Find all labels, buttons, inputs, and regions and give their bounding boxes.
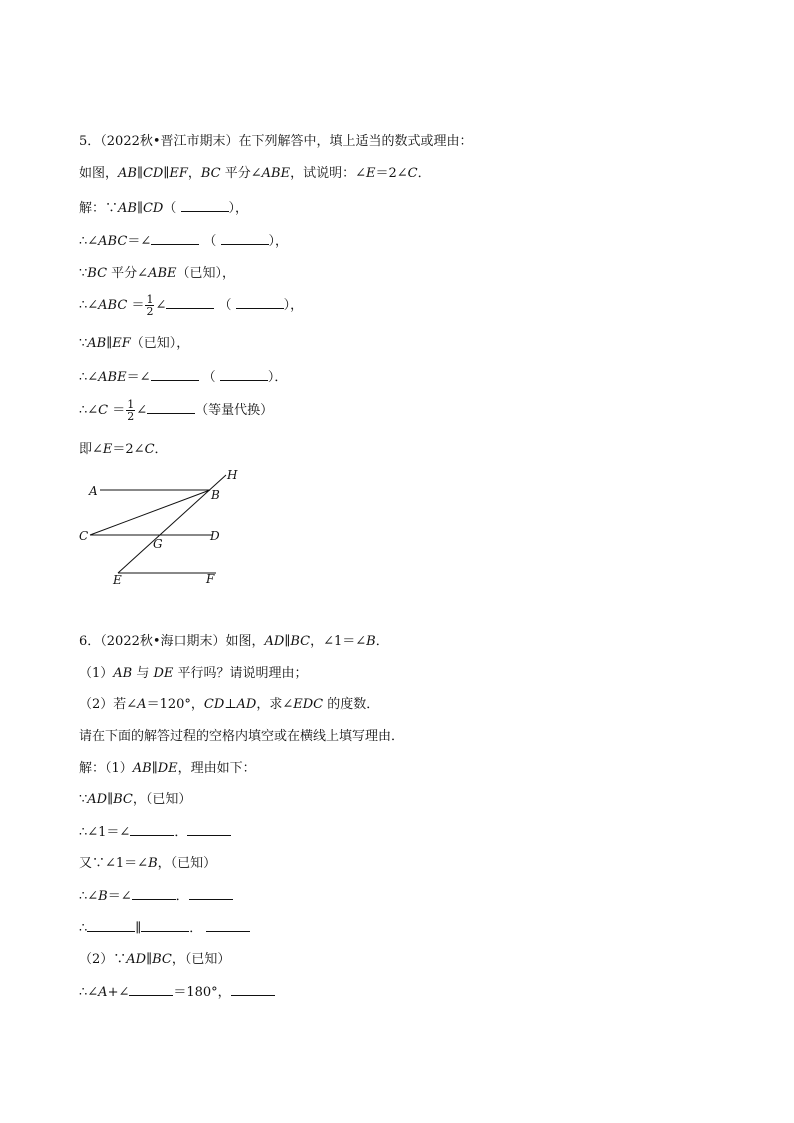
text: （1）	[79, 666, 114, 681]
text: （	[202, 370, 216, 385]
math: E	[366, 166, 376, 181]
q6-solution-7	[79, 951, 230, 969]
answer-blank[interactable]	[151, 368, 199, 381]
text: （等量代换）	[195, 403, 274, 418]
text: ∴∠1＝∠	[79, 825, 131, 840]
reason-blank[interactable]	[206, 919, 250, 932]
math: C	[407, 166, 418, 181]
text: ∴∠	[79, 298, 99, 313]
text: （	[203, 234, 217, 249]
math: B	[366, 634, 376, 649]
answer-blank[interactable]	[221, 232, 269, 245]
q6-part-2	[79, 696, 379, 714]
math: ABE	[261, 166, 291, 181]
text: ，（已知）	[171, 952, 231, 967]
math: DE	[153, 666, 174, 681]
answer-blank[interactable]	[181, 199, 229, 212]
reason-blank[interactable]	[189, 887, 233, 900]
label-d: D	[210, 529, 220, 543]
text: 平行吗？请说明理由；	[173, 666, 308, 681]
text: ，（已知）	[157, 856, 217, 871]
text: ⊥	[224, 697, 237, 712]
math: AD∥BC	[126, 952, 172, 967]
text: ∵	[79, 336, 88, 351]
q6-header	[79, 633, 389, 651]
label-e: E	[113, 573, 122, 587]
fraction-half	[145, 294, 154, 317]
math: ABC	[98, 298, 128, 313]
text: 解：∵	[79, 201, 119, 216]
label-f: F	[206, 572, 215, 586]
answer-blank[interactable]	[166, 296, 214, 309]
math: A	[137, 697, 147, 712]
text: 解：（1）	[79, 761, 133, 776]
reason-blank[interactable]	[187, 823, 231, 836]
text: （	[218, 298, 232, 313]
text: ．	[375, 634, 389, 649]
math: AB∥CD∥EF	[118, 166, 188, 181]
text: ），	[283, 298, 304, 313]
q5-step-4	[79, 291, 303, 321]
q6-solution-4	[79, 855, 216, 873]
label-b: B	[211, 488, 220, 502]
text: ．	[154, 442, 168, 457]
text: 又∵∠1＝∠	[79, 856, 149, 871]
reason-blank[interactable]	[231, 983, 275, 996]
label-c: C	[79, 529, 89, 543]
math: CD	[203, 697, 225, 712]
math: AB	[113, 666, 133, 681]
line-cb	[90, 490, 210, 535]
answer-blank[interactable]	[129, 983, 173, 996]
text: ，（已知）	[132, 792, 192, 807]
text: ．	[417, 166, 431, 181]
label-h: H	[227, 468, 238, 482]
text: （已知），	[176, 266, 236, 281]
q5-step-1	[79, 199, 248, 218]
text: ，求∠	[256, 697, 294, 712]
q6-instruction	[79, 728, 404, 746]
q5-step-2	[79, 232, 288, 251]
text: ∠	[136, 403, 148, 418]
q6-solution-1	[79, 760, 256, 778]
q5-header-text: 5．（2022秋•晋江市期末）在下列解答中，填上适当的数式或理由：	[79, 134, 473, 149]
math: E	[102, 442, 113, 457]
text: ＝	[127, 298, 145, 313]
text: ∵	[79, 792, 88, 807]
text: ∴∠	[79, 889, 99, 904]
numerator: 1	[127, 398, 135, 411]
answer-blank[interactable]	[151, 232, 199, 245]
q5-conclusion	[79, 441, 168, 459]
text: ．	[189, 921, 203, 936]
math: AB∥CD	[118, 201, 164, 216]
text: ），	[228, 201, 249, 216]
q5-header	[79, 133, 473, 151]
text: 6．（2022秋•海口期末）如图，	[79, 634, 265, 649]
text: ．	[175, 889, 189, 904]
text: ∴∠	[79, 234, 99, 249]
answer-blank[interactable]	[87, 919, 135, 932]
text: 的度数．	[323, 697, 380, 712]
text: ＝180°，	[173, 985, 231, 1000]
math: ABE	[148, 266, 177, 281]
text: ＝∠	[107, 889, 132, 904]
math: B	[148, 856, 158, 871]
answer-blank[interactable]	[141, 919, 189, 932]
text: ∵	[79, 266, 88, 281]
text: 平分∠	[107, 266, 149, 281]
text: 与	[132, 666, 154, 681]
text: ）．	[267, 370, 288, 385]
text: ．	[174, 825, 188, 840]
denominator: 2	[146, 305, 154, 318]
text: ＝∠	[127, 234, 152, 249]
math: AD∥BC	[264, 634, 311, 649]
text: ），	[268, 234, 289, 249]
text: ＝	[108, 403, 126, 418]
text: 平分∠	[220, 166, 262, 181]
math: AB∥EF	[87, 336, 131, 351]
q6-solution-3	[79, 823, 231, 842]
math: EDC	[293, 697, 324, 712]
text: ，理由如下：	[177, 761, 256, 776]
text: ∴∠	[79, 403, 99, 418]
fraction-half	[126, 399, 135, 422]
text: ∥	[135, 921, 142, 936]
denominator: 2	[127, 410, 135, 423]
q6-part-1	[79, 665, 308, 683]
instruction-text: 请在下面的解答过程的空格内填空或在横线上填写理由．	[79, 729, 405, 744]
numerator: 1	[146, 293, 154, 306]
q6-solution-2	[79, 791, 191, 809]
text: ∠	[155, 298, 167, 313]
text: 如图，	[79, 166, 119, 181]
answer-blank[interactable]	[220, 368, 268, 381]
text: 即∠	[79, 442, 103, 457]
answer-blank[interactable]	[236, 296, 284, 309]
q5-step-3	[79, 265, 235, 283]
text: ＝2∠	[112, 442, 145, 457]
text: （已知），	[130, 336, 190, 351]
text: ，∠1＝∠	[310, 634, 367, 649]
label-a: A	[89, 484, 98, 498]
q5-statement	[79, 165, 431, 183]
q5-step-7	[79, 396, 273, 426]
text: ＝120°，	[146, 697, 204, 712]
math: ABC	[98, 234, 128, 249]
math: C	[98, 403, 109, 418]
answer-blank[interactable]	[130, 823, 174, 836]
q5-step-5	[79, 335, 189, 353]
label-g: G	[153, 537, 163, 551]
q6-solution-5	[79, 887, 233, 906]
math: AB∥DE	[132, 761, 178, 776]
text: ∴∠	[79, 370, 99, 385]
math: AD	[236, 697, 257, 712]
q6-solution-8	[79, 983, 275, 1002]
math: BC	[200, 166, 221, 181]
math: ABE	[98, 370, 127, 385]
answer-blank[interactable]	[147, 401, 195, 414]
math: AD∥BC	[87, 792, 133, 807]
text: ∴	[79, 921, 88, 936]
text: ，试说明：∠	[290, 166, 366, 181]
text: ＝2∠	[375, 166, 408, 181]
q5-step-6	[79, 368, 287, 387]
math: B	[98, 889, 108, 904]
answer-blank[interactable]	[132, 887, 176, 900]
text: ∴∠	[79, 985, 99, 1000]
text: （	[163, 201, 177, 216]
math: A	[98, 985, 108, 1000]
text: （2）若∠	[79, 697, 138, 712]
text: +∠	[107, 985, 130, 1000]
q6-solution-6	[79, 919, 250, 938]
text: （2）∵	[79, 952, 127, 967]
math: C	[144, 442, 155, 457]
q5-geometry-figure	[74, 466, 244, 590]
math: BC	[87, 266, 108, 281]
text: ，	[187, 166, 201, 181]
text: ＝∠	[126, 370, 151, 385]
